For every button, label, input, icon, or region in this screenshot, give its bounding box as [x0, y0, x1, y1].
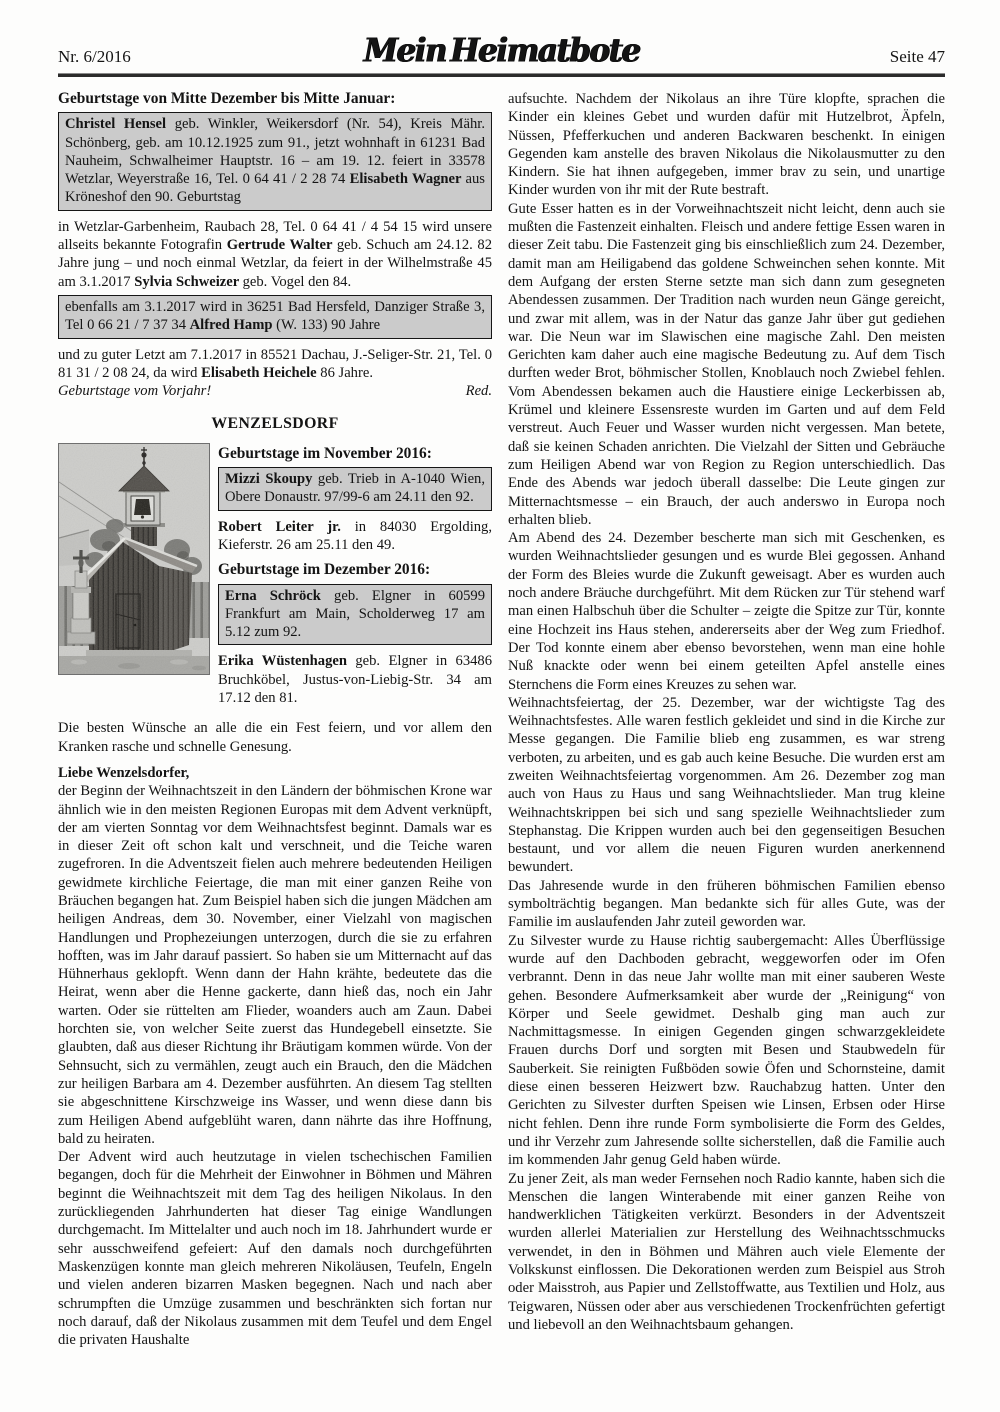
issue-number: Nr. 6/2016 — [58, 47, 131, 66]
paragraph-heichele: und zu guter Letzt am 7.1.2017 in 85521 Dachau, J.-Seliger-Str. 21, Tel. 0 81 31 / 2 08 24, da wird Elisabeth Heichele 86 Jahre. — [58, 346, 492, 381]
right-paragraph-7: Zu jener Zeit, als man weder Fernsehen noch Radio kannte, haben sich die Menschen die langen Winterabende mit einer ganzen Reihe von handwerklichen Tätigkeiten verkürzt. Besonders in der Adventszeit wurden allerlei Materialien zur Herstellung des Weihnachtsschmucks verwendet, in den in Böhmen und Mähren auch viele Elemente der Volkskunst einflossen. Die Dekorationen werden zum Beispiel aus Stroh oder Maisstroh, aus Papier und Zellstoffwatte, aus Textilien und Holz, aus Teigwaren, Nüssen oder aber aus verschiedenen Trockenfrüchten gefertigt und liebevoll an den Weihnachtsbaum gehangen. — [508, 1170, 945, 1333]
article-columns — [58, 90, 945, 1349]
right-paragraph-3: Am Abend des 24. Dezember bescherte man sich mit Geschenken, es wurden Weihnachtslieder gesungen und es wurde Blei gegossen. Anhand der Form des Bleies wurde die Zukunft geweisagt. Aber es wurden auch noch andere Bräuche durchgeführt. Mit dem Rücken zur Tür stehend warf man einen Halbschuh über die Schulter – zeigte die Spitze zur Tür, konnte eine Hochzeit ins Haus stehen, andererseits aber der Weg zum Friedhof. Der Tod konnte einem aber ebenso bevorstehen, wenn man eine hohle Nuß knackte oder wenn bei einem geteilten Apfel anstelle eines Sternchens die Form eines Kreuzes zu sehen war. — [508, 530, 945, 693]
right-paragraph-6: Zu Silvester wurde zu Hause richtig saubergemacht: Alles Überflüssige wurde auf den Dachboden gebracht, weggeworfen oder im Ofen verbrannt. Denn in das neue Jahr wollte man mit einer sauberen Weste gehen. Besondere Aufmerksamkeit aber wurde der „Reinigung“ von Körper und Seele gewidmet. Deshalb ging man auch zur Nachmittagsmesse. In einigen Gegenden gingen schwarzgekleidete Frauen durchs Dorf und sorgten mit Besen und Staubwedeln für Sauberkeit. Sie reinigten Fußböden sowie Öfen und Schornsteine, damit diese einen besseren Heizwert bzw. Rauchabzug hatten. Unter den Gerichten zu Silvester durften Speisen wie Linsen, Erbsen oder Hirse nicht fehlen. Denn ihre runde Form symbolisierte die Form des Geldes, und ihr Verzehr zum Jahresende sollte sicherstellen, daß die Familie auch im kommenden Jahr genug Geld haben würde. — [508, 932, 945, 1169]
birthday-box-skoupy: Mizzi Skoupy geb. Trieb in A-1040 Wien, Obere Donaustr. 97/99-6 am 24.11 den 92. — [218, 467, 492, 511]
december-heading: Geburtstage im Dezember 2016: — [218, 561, 431, 579]
paragraph-leiter: Robert Leiter jr. in 84030 Ergolding, Kieferstr. 26 am 25.11 den 49. — [218, 518, 492, 553]
right-paragraph-1: aufsuchte. Nachdem der Nikolaus an ihre Türe klopfte, sprachen die Kinder ein kleines Gebet und wurden dafür mit Hutzelbrot, Äpfeln, Nüssen, Pfefferkuchen und anderen Backwaren beschenkt. In einigen Gegenden kam anstelle des braven Nikolaus die Nikolausmutter zu den Kindern. Sie hat ihnen aufgegeben, immer brav zu sein, und unartige Kinder wurden von ihr mit der Rute bestraft. — [508, 91, 945, 199]
section-title-wenzelsdorf: WENZELSDORF — [211, 415, 339, 433]
left-column — [58, 90, 492, 1349]
vorjahr-line — [58, 382, 492, 400]
page-number: Seite 47 — [889, 47, 945, 66]
church-photo — [58, 443, 208, 673]
paragraph-walter: in Wetzlar-Garbenheim, Raubach 28, Tel. 0 64 41 / 4 54 15 wird unsere allseits bekannte Fotografin Gertrude Walter geb. Schuch am 24.12. 82 Jahre jung – und noch einmal Wetzlar, da feiert in der Wilhelmstraße 45 am 3.1.2017 Sylvia Schweizer geb. Vogel den 84. — [58, 218, 493, 290]
right-paragraph-5: Das Jahresende wurde in den früheren böhmischen Familien ebenso symbolträchtig begangen. Man bedankte sich für alles Gute, was der Familie im auslaufenden Jahr zuteil geworden war. — [508, 877, 945, 931]
page-header — [58, 32, 945, 70]
birthday-box-hensel: Christel Hensel geb. Winkler, Weikersdorf (Nr. 54), Kreis Mähr. Schönberg, geb. am 10.12.1925 zum 91., jetzt wohnhaft in 61231 Bad Nauheim, Schwalheimer Hauptstr. 16 – am 19. 12. feiert in 33578 Wetzlar, Weyerstraße 16, Tel. 0 64 41 / 2 28 74 Elisabeth Wagner aus Kröneshof den 90. Geburtstag — [58, 112, 492, 210]
birthday-box-schroeck: Erna Schröck geb. Elgner in 60599 Frankfurt am Main, Scholderweg 17 am 5.12 zum 92. — [218, 584, 492, 646]
header-divider — [58, 73, 945, 77]
red-signature: Red. — [465, 383, 492, 400]
photo-section — [58, 443, 492, 715]
birthdays-heading: Geburtstage von Mitte Dezember bis Mitte Januar: — [58, 90, 396, 107]
salutation: Liebe Wenzelsdorfer, — [58, 764, 190, 781]
right-paragraph-4: Weihnachtsfeiertag, der 25. Dezember, war der wichtigste Tag des Weihnachtsfestes. Alle waren festlich gekleidet und sind in die Kirche zur Messe gegangen. Die Familie blieb eng zusammen, es war streng verboten, zu arbeiten, und es gab auch keine Besuche. Die wurden erst am zweiten Weihnachtsfeiertag vorgenommen. Am 26. Dezember zog man auch von Haus zu Haus und sang Weihnachtslieder. Man trug kleine Weihnachtskrippen bei sich und sang spezielle Weihnachtslieder zum Stephanstag. Die Krippen wurden auch bei den gegenseitigen Besuchen bestaunt, und vor allem die neuen Figuren wurden anerkennend bewundert. — [508, 694, 945, 876]
birthday-box-hamp: ebenfalls am 3.1.2017 wird in 36251 Bad Hersfeld, Danziger Straße 3, Tel 0 66 21 / 7 37 34 Alfred Hamp (W. 133) 90 Jahre — [58, 295, 492, 339]
november-heading: Geburtstage im November 2016: — [218, 444, 432, 462]
advent-paragraph-2: Der Advent wird auch heutzutage in vielen tschechischen Familien begangen, doch für die Mehrheit der Einwohner in Böhmen und Mähren beginnt die Weihnachtszeit mit dem Tag des heiligen Nikolaus. In den zurückliegenden Jahrhunderten hat dieser Tag einige Wandlungen durchgemacht. Im Mittelalter und auch noch im 18. Jahrhundert wurde er sehr ausschweifend gefeiert: Auf den damals noch durchgeführten Maskenzügen konnte man gleich mehreren Nikoläusen, Teufeln, Engeln und vielen anderen bizarren Masken begegnen. Nach und nach aber schrumpften die Umzüge zusammen und beschränkten sich fortan nur noch darauf, daß der Nikolaus zusammen mit dem Teufel und dem Engel die privaten Haushalte — [58, 1149, 492, 1349]
vorjahr-note: Geburtstage vom Vorjahr! — [58, 383, 212, 400]
paragraph-wuestenhagen: Erika Wüstenhagen geb. Elgner in 63486 Bruchköbel, Justus-von-Liebig-Str. 34 am 17.12 den 81. — [218, 653, 493, 707]
wenzelsdorf-birthdays — [218, 443, 492, 715]
wishes-paragraph: Die besten Wünsche an alle die ein Fest feiern, und vor allem den Kranken rasche und schnelle Genesung. — [58, 720, 492, 755]
masthead-logo: Mein Heimatbote — [363, 32, 640, 70]
advent-paragraph-1: der Beginn der Weihnachtszeit in den Ländern der böhmischen Krone war ähnlich wie in den meisten Regionen Europas mit dem Advent verknüpft, der am vierten Sonntag vor dem Weihnachtsfest beginnt. Damals war es in dieser Zeit oft schon kalt und verschneit, und die Teiche waren zugefroren. In die Adventszeit fielen auch mehrere bedeutenden Heiligen gewidmete kirchliche Feiertage, die man mit einer ganzen Reihe von Bräuchen begangen hat. Zum Beispiel haben sich die jungen Mädchen am heiligen Andreas, dem 30. November, einer Vielzahl von magischen Handlungen und Prophezeiungen unterzogen, durch die sie zu erfahren hofften, was im Jahr darauf passiert. So haben sie um Mitternacht auf das Hühnerhaus geklopft. Wenn dann der Hahn krähte, bedeutete das die Heirat, wenn aber die Henne gackerte, dann hieß das, noch ein Jahr warten. Oder sie rüttelten am Flieder, woanders auch am Zaun. Dabei horchten sie, von welcher Seite zuerst das Hundegebell einsetzte. Sie glaubten, daß aus dieser Richtung ihr Bräutigam kommen würde. Von der Sehnsucht, sich zu vermählen, zeugt auch ein Brauch, den die Mädchen zur heiligen Barbara am 4. Dezember ausführten. An diesem Tag stellten sie abgeschnittene Kirschzweige ins Wasser, und wenn diese dann bis zum Heiligen Abend aufgeblüht waren, dann nährte das ihre Hoffnung, bald zu heiraten. — [58, 783, 492, 1147]
right-paragraph-2: Gute Esser hatten es in der Vorweihnachtszeit nicht leicht, denn auch sie mußten die Fastenzeit einhalten. Fleisch und andere fettige Essen waren in dieser Zeit tabu. Die Fastenzeit ging bis einschließlich zum 24. Dezember, damit man am Heiligabend das goldene Schweinchen sehen konnte. Mit dem Aufgang der ersten Sterne setzte man sich dann zum gesegneten Abendessen zusammen. Der Tradition nach wurden neun Gänge gereicht, und zwar mit allem, was in der Natur das ganze Jahr über gut gediehen war. Die Neun war im Slawischen eine magische Zahl. Den meisten Gerichten kam daher auch eine magische Bedeutung zu. Auf dem Tisch durften weder Brot, böhmischer Stollen, Knoblauch noch Zwiebel fehlen. Vom Abendessen bekamen auch die Haustiere einige Leckerbissen ab, Krümel und kleinere Essensreste wurden im Garten und auf dem Feld verstreut. Auch Feuer und Wasser wurden nicht vergessen. Man betete, daß sie keinen Schaden anrichten. Die Vielzahl der Sitten und Gebräuche zum Heiligen Abend war von Region zu Region unterschiedlich. Das Ende des Abends war jedoch überall dasselbe: Die Leute gingen zur Mitternachtsmesse – ein Brauch, der auch anderswo in Europa noch erhalten blieb. — [508, 200, 945, 528]
right-column — [508, 90, 945, 1349]
